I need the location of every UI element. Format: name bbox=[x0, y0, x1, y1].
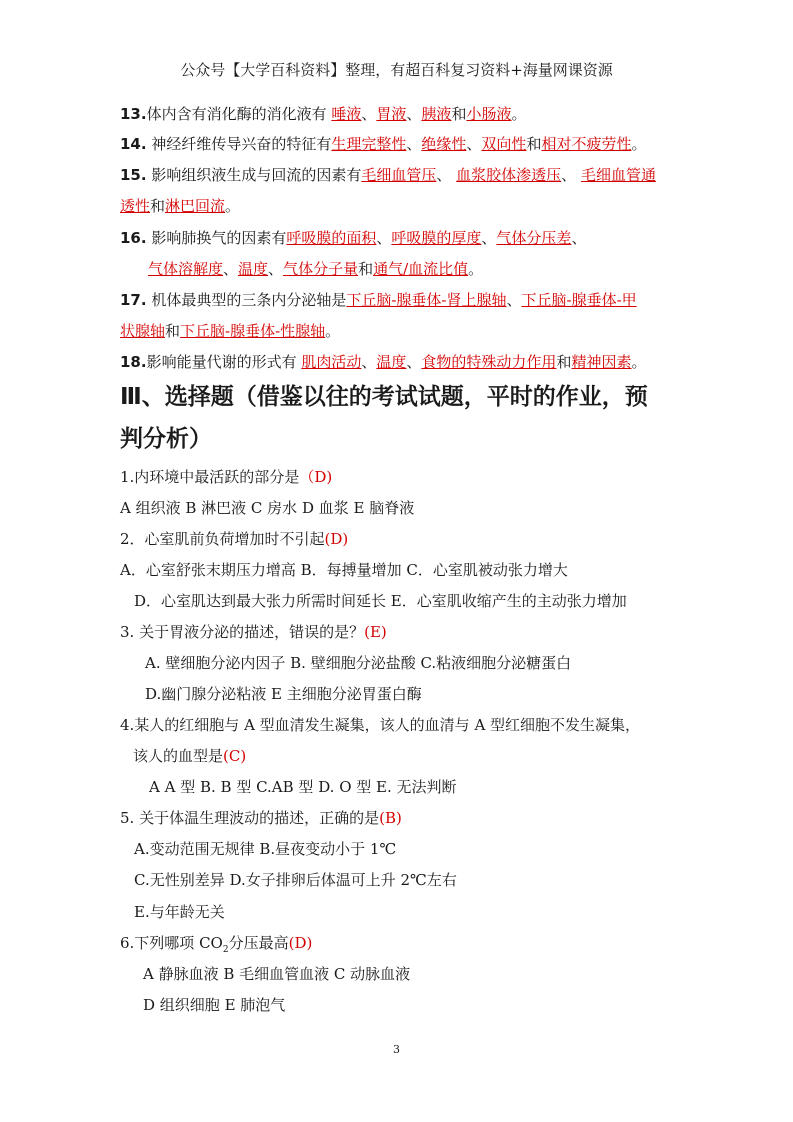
fill-in-line bbox=[120, 290, 637, 310]
answer-blank: 呼吸膜的厚度 bbox=[391, 229, 482, 247]
question-text: 、 bbox=[571, 229, 587, 247]
answer-blank: 双向性 bbox=[481, 135, 527, 153]
question-text: 和 bbox=[526, 135, 542, 153]
question-text: D．心室肌达到最大张力所需时间延长 E．心室肌收缩产生的主动张力增加 bbox=[134, 592, 627, 610]
question-text: A.变动范围无规律 B.昼夜变动小于 1℃ bbox=[134, 840, 397, 858]
answer-blank: 肌肉活动 bbox=[301, 353, 362, 371]
question-text: A 组织液 B 淋巴液 C 房水 D 血浆 E 脑脊液 bbox=[120, 499, 415, 517]
question-text: 和 bbox=[556, 353, 572, 371]
answer-blank: 气体分子量 bbox=[283, 260, 359, 278]
choice-question-line bbox=[145, 684, 422, 704]
section-title-line1: Ⅲ、选择题（借鉴以往的考试试题，平时的作业，预 bbox=[120, 384, 648, 410]
answer-blank: 下丘脑-腺垂体-肾上腺轴 bbox=[346, 291, 507, 309]
choice-question-line bbox=[134, 839, 396, 859]
choice-question-line bbox=[149, 777, 457, 797]
page-number: 3 bbox=[393, 1043, 400, 1056]
answer-blank: 下丘脑-腺垂体-性腺轴 bbox=[180, 322, 326, 340]
question-text: 和 bbox=[150, 197, 166, 215]
answer-key: （D) bbox=[299, 468, 333, 486]
question-text: 1.内环境中最活跃的部分是 bbox=[120, 468, 300, 486]
question-text: 、 bbox=[268, 260, 284, 278]
question-text: 和 bbox=[451, 105, 467, 123]
answer-key: (B) bbox=[379, 809, 402, 827]
choice-question-line bbox=[134, 591, 627, 611]
answer-blank: 唾液 bbox=[331, 105, 362, 123]
answer-blank: 生理完整性 bbox=[331, 135, 407, 153]
question-text: 和 bbox=[165, 322, 181, 340]
question-text: 影响组织液生成与回流的因素有 bbox=[146, 166, 362, 184]
question-text: 神经纤维传导兴奋的特征有 bbox=[146, 135, 332, 153]
question-text: 。 bbox=[631, 353, 647, 371]
answer-blank: 淋巴回流 bbox=[165, 197, 226, 215]
section-title-line2: 判分析） bbox=[120, 426, 212, 452]
question-text: A 静脉血液 B 毛细血管血液 C 动脉血液 bbox=[143, 965, 411, 983]
answer-blank: 通气/血流比值 bbox=[373, 260, 469, 278]
answer-blank: 精神因素 bbox=[571, 353, 632, 371]
question-text: 、 bbox=[361, 105, 377, 123]
question-number: 15. bbox=[120, 166, 147, 184]
answer-blank: 温度 bbox=[376, 353, 407, 371]
choice-question-line bbox=[120, 715, 640, 735]
question-number: 16. bbox=[120, 229, 147, 247]
answer-blank: 血浆胶体渗透压 bbox=[456, 166, 562, 184]
question-text: 、 bbox=[406, 105, 422, 123]
question-text: 、 bbox=[361, 353, 377, 371]
fill-in-line bbox=[148, 259, 483, 279]
answer-blank: 气体溶解度 bbox=[148, 260, 224, 278]
question-text: 、 bbox=[223, 260, 239, 278]
question-text: D.幽门腺分泌粘液 E 主细胞分泌胃蛋白酶 bbox=[145, 685, 422, 703]
question-text: 。 bbox=[511, 105, 527, 123]
question-text: 影响能量代谢的形式有 bbox=[146, 353, 302, 371]
answer-blank: 状腺轴 bbox=[120, 322, 166, 340]
choice-question-line bbox=[120, 467, 332, 487]
question-text: 、 bbox=[561, 166, 581, 184]
question-text: 4.某人的红细胞与 A 型血清发生凝集，该人的血清与 A 型红细胞不发生凝集， bbox=[120, 716, 641, 734]
answer-blank: 温度 bbox=[238, 260, 269, 278]
choice-question-line bbox=[134, 870, 457, 890]
question-text: A．心室舒张末期压力增高 B．每搏量增加 C．心室肌被动张力增大 bbox=[120, 561, 568, 579]
question-text: A. 壁细胞分泌内因子 B. 壁细胞分泌盐酸 C.粘液细胞分泌糖蛋白 bbox=[145, 654, 572, 672]
question-text: 3. 关于胃液分泌的描述，错误的是？ bbox=[120, 623, 365, 641]
question-text: 。 bbox=[468, 260, 484, 278]
choice-question-line bbox=[145, 653, 571, 673]
question-text: C.无性别差异 D.女子排卵后体温可上升 2℃左右 bbox=[134, 871, 457, 889]
question-number: 17. bbox=[120, 291, 147, 309]
choice-question-line bbox=[120, 529, 348, 549]
choice-question-line bbox=[120, 933, 312, 960]
question-text: 5. 关于体温生理波动的描述，正确的是 bbox=[120, 809, 380, 827]
choice-question-line bbox=[120, 560, 568, 580]
choice-question-line bbox=[143, 995, 285, 1015]
choice-question-line bbox=[134, 902, 225, 922]
answer-blank: 毛细血管压 bbox=[361, 166, 437, 184]
question-text: 、 bbox=[481, 229, 497, 247]
question-number: 13. bbox=[120, 105, 147, 123]
question-text: 、 bbox=[466, 135, 482, 153]
question-text: 、 bbox=[376, 229, 392, 247]
answer-blank: 食物的特殊动力作用 bbox=[421, 353, 557, 371]
answer-key: (E) bbox=[364, 623, 387, 641]
question-text: 6.下列哪项 CO bbox=[120, 934, 223, 952]
question-text: 分压最高 bbox=[228, 934, 289, 952]
fill-in-line bbox=[120, 321, 340, 341]
choice-question-line bbox=[143, 964, 410, 984]
question-text: 、 bbox=[406, 353, 422, 371]
question-text: A A 型 B. B 型 C.AB 型 D. O 型 E. 无法判断 bbox=[149, 778, 457, 796]
question-text: 体内含有消化酶的消化液有 bbox=[146, 105, 332, 123]
subscript: 2 bbox=[222, 945, 229, 955]
question-text: 。 bbox=[325, 322, 341, 340]
choice-question-line bbox=[120, 808, 402, 828]
fill-in-line bbox=[120, 134, 646, 154]
question-text: 和 bbox=[358, 260, 374, 278]
answer-key: (C) bbox=[223, 747, 247, 765]
answer-key: (D) bbox=[288, 934, 313, 952]
question-text: 。 bbox=[631, 135, 647, 153]
question-text: 该人的血型是 bbox=[133, 747, 224, 765]
question-text: 。 bbox=[225, 197, 241, 215]
question-number: 18. bbox=[120, 353, 147, 371]
answer-blank: 绝缘性 bbox=[421, 135, 467, 153]
question-text: 、 bbox=[436, 166, 457, 184]
question-text: E.与年龄无关 bbox=[134, 903, 225, 921]
answer-blank: 胃液 bbox=[376, 105, 407, 123]
fill-in-line bbox=[120, 196, 240, 216]
choice-question-line bbox=[120, 622, 387, 642]
page-header: 公众号【大学百科资料】整理，有超百科复习资料+海量网课资源 bbox=[180, 61, 613, 79]
question-text: D 组织细胞 E 肺泡气 bbox=[143, 996, 286, 1014]
question-text: 机体最典型的三条内分泌轴是 bbox=[146, 291, 347, 309]
fill-in-line bbox=[120, 228, 586, 248]
answer-blank: 呼吸膜的面积 bbox=[286, 229, 377, 247]
answer-blank: 下丘脑-腺垂体-甲 bbox=[521, 291, 637, 309]
answer-blank: 相对不疲劳性 bbox=[541, 135, 632, 153]
question-text: 2．心室肌前负荷增加时不引起 bbox=[120, 530, 325, 548]
question-text: 、 bbox=[406, 135, 422, 153]
answer-blank: 气体分压差 bbox=[496, 229, 572, 247]
answer-blank: 毛细血管通 bbox=[580, 166, 656, 184]
answer-blank: 透性 bbox=[120, 197, 151, 215]
answer-blank: 小肠液 bbox=[466, 105, 512, 123]
fill-in-line bbox=[120, 104, 526, 124]
question-number: 14. bbox=[120, 135, 147, 153]
choice-question-line bbox=[120, 498, 414, 518]
question-text: 、 bbox=[506, 291, 522, 309]
answer-key: (D) bbox=[324, 530, 349, 548]
fill-in-line bbox=[120, 165, 656, 185]
choice-question-line bbox=[133, 746, 246, 766]
answer-blank: 胰液 bbox=[421, 105, 452, 123]
question-text: 影响肺换气的因素有 bbox=[146, 229, 287, 247]
fill-in-line bbox=[120, 352, 646, 372]
